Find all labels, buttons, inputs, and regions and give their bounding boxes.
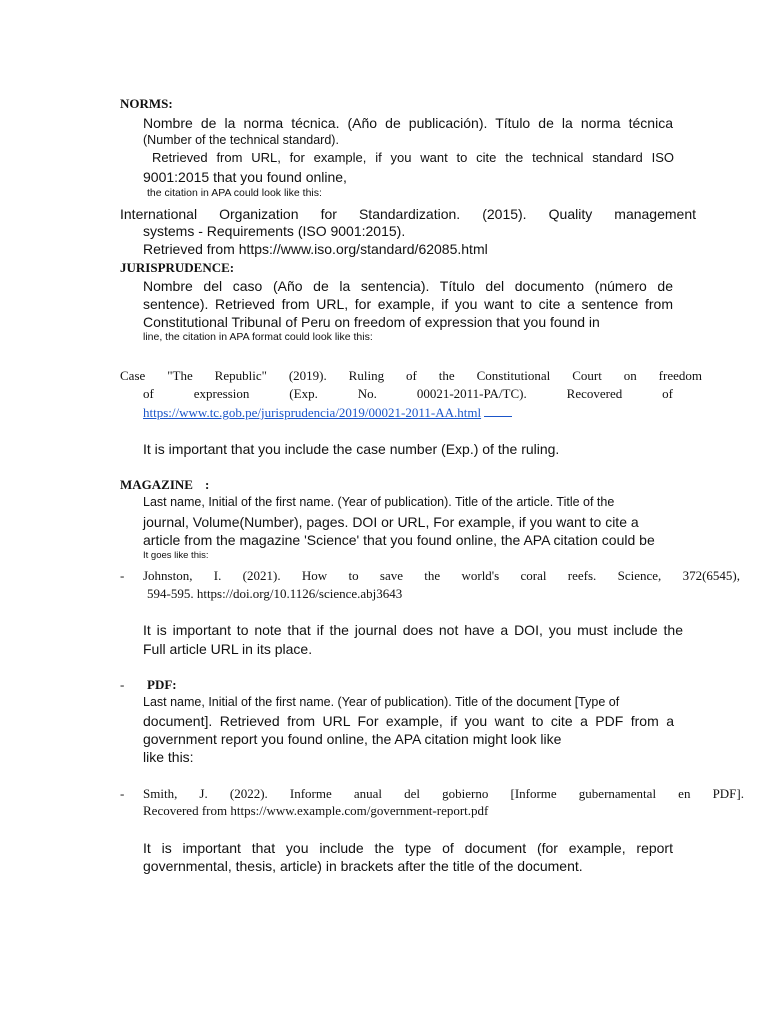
jurisprudence-note: It is important that you include the case number (Exp.) of the ruling. — [143, 441, 560, 457]
magazine-bullet: - — [120, 568, 125, 583]
pdf-format-line2: document]. Retrieved from URL For example, if you want to cite a PDF from a — [143, 713, 674, 729]
pdf-note-line1: It is important that you include the type of document (for example, report — [143, 840, 673, 856]
magazine-format-line3: article from the magazine 'Science' that you found online, the APA citation could be — [143, 532, 655, 548]
norms-example-line2: systems - Requirements (ISO 9001:2015). — [143, 223, 406, 239]
pdf-heading: PDF: — [147, 677, 177, 692]
norms-retrieved-line2: 9001:2015 that you found online, — [143, 169, 347, 185]
magazine-format-line1: Last name, Initial of the first name. (Year of publication). Title of the article. Title of the — [143, 495, 615, 509]
magazine-note-line2: Full article URL in its place. — [143, 641, 313, 657]
magazine-format-line4: It goes like this: — [143, 550, 209, 561]
link-underline-trail — [484, 404, 512, 417]
pdf-example-line2: Recovered from https://www.example.com/government-report.pdf — [143, 803, 489, 818]
pdf-format-line1: Last name, Initial of the first name. (Year of publication). Title of the document [Type of — [143, 695, 620, 709]
magazine-example-line2: 594-595. https://doi.org/10.1126/science.abj3643 — [147, 586, 403, 601]
norms-format-line2: (Number of the technical standard). — [143, 133, 339, 147]
jurisprudence-example-link[interactable]: https://www.tc.gob.pe/jurisprudencia/2019/00021-2011-AA.html — [143, 405, 482, 420]
norms-heading: NORMS: — [120, 96, 173, 111]
pdf-bullet: - — [120, 677, 125, 692]
magazine-heading — [120, 477, 209, 493]
pdf-example-bullet: - — [120, 786, 125, 801]
jurisprudence-format-line1: Nombre del caso (Año de la sentencia). Título del documento (número de — [143, 278, 673, 294]
magazine-heading-text: MAGAZINE — [120, 477, 193, 492]
norms-example-line1: International Organization for Standardization. (2015). Quality management — [120, 206, 696, 222]
jurisprudence-example-link-wrap — [143, 404, 512, 421]
magazine-example-line1: Johnston, I. (2021). How to save the world's coral reefs. Science, 372(6545), — [143, 568, 740, 583]
jurisprudence-format-line2: sentence). Retrieved from URL, for example, if you want to cite a sentence from — [143, 296, 673, 312]
norms-apa-note: the citation in APA could look like this: — [147, 187, 322, 199]
jurisprudence-example-line1: Case "The Republic" (2019). Ruling of the Constitutional Court on freedom — [120, 368, 702, 383]
jurisprudence-format-line3: Constitutional Tribunal of Peru on freedom of expression that you found in — [143, 314, 600, 330]
norms-example-line3: Retrieved from https://www.iso.org/standard/62085.html — [143, 241, 488, 257]
magazine-heading-colon: : — [204, 477, 210, 492]
magazine-format-line2: journal, Volume(Number), pages. DOI or URL, For example, if you want to cite a — [143, 514, 639, 530]
jurisprudence-format-line4: line, the citation in APA format could look like this: — [143, 331, 373, 343]
norms-format-line1: Nombre de la norma técnica. (Año de publicación). Título de la norma técnica — [143, 115, 673, 131]
jurisprudence-example-line2: of expression (Exp. No. 00021-2011-PA/TC). Recovered of — [143, 386, 673, 401]
pdf-format-line4: like this: — [143, 749, 194, 765]
pdf-example-line1: Smith, J. (2022). Informe anual del gobierno [Informe gubernamental en PDF]. — [143, 786, 744, 801]
jurisprudence-heading: JURISPRUDENCE: — [120, 260, 235, 275]
pdf-format-line3: government report you found online, the APA citation might look like — [143, 731, 562, 747]
norms-retrieved-line1: Retrieved from URL, for example, if you want to cite the technical standard ISO — [152, 150, 674, 165]
magazine-note-line1: It is important to note that if the journal does not have a DOI, you must include the — [143, 622, 683, 638]
pdf-note-line2: governmental, thesis, article) in brackets after the title of the document. — [143, 858, 583, 874]
